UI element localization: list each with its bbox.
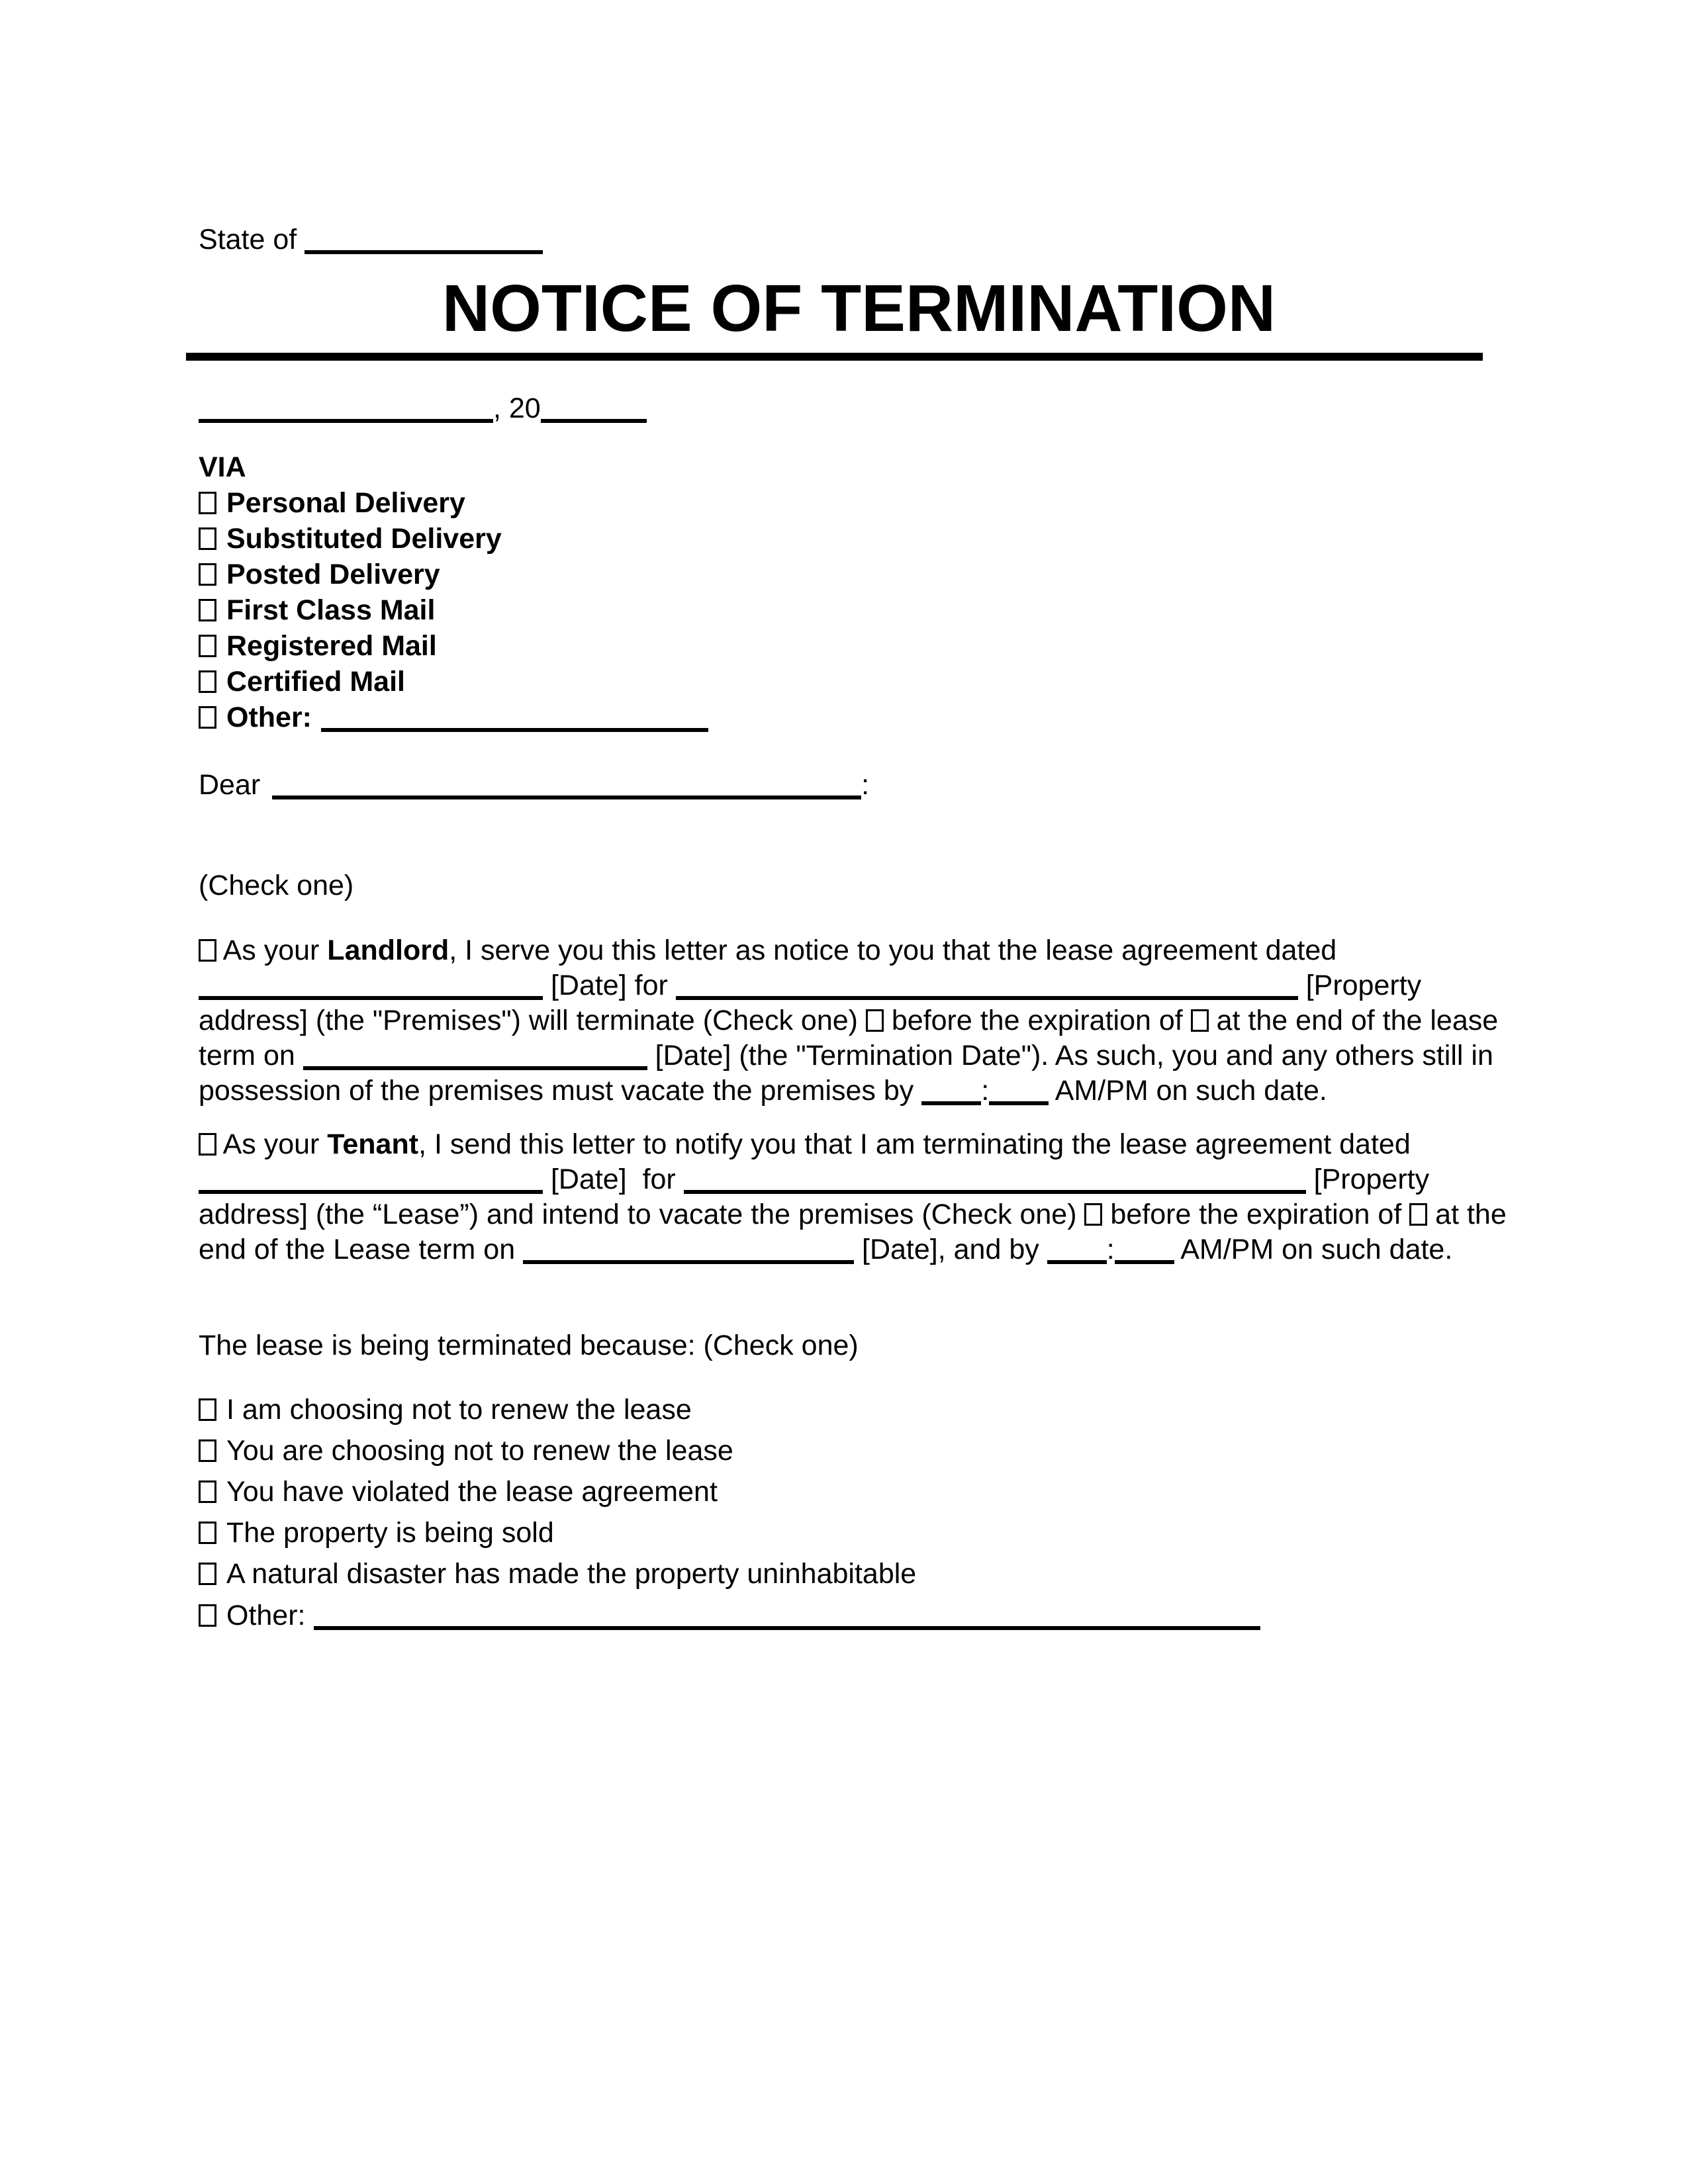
via-options-list	[199, 485, 1519, 700]
checkbox-icon[interactable]	[199, 706, 216, 729]
checkbox-option-label: I am choosing not to renew the lease	[226, 1394, 692, 1426]
text-run: AM/PM on such date.	[1174, 1234, 1453, 1265]
checkbox-option-label: First Class Mail	[226, 594, 436, 626]
text-run: address] (the “Lease”) and intend to vacate the premises (Check one)	[199, 1199, 1085, 1230]
text-run: before the expiration of	[883, 1005, 1191, 1036]
year-blank-field[interactable]	[541, 411, 647, 423]
blank-field[interactable]	[921, 1093, 981, 1105]
checkbox-option	[199, 1433, 1519, 1469]
checkbox-option	[199, 1392, 1519, 1428]
checkbox-option-label: Personal Delivery	[226, 487, 465, 519]
date-line	[199, 391, 1519, 426]
state-label: State of	[199, 224, 297, 255]
checkbox-option-label: Substituted Delivery	[226, 523, 502, 555]
checkbox-icon[interactable]	[1084, 1203, 1102, 1226]
state-line	[199, 222, 1519, 257]
via-label: VIA	[199, 451, 246, 483]
checkbox-option	[199, 557, 1519, 592]
checkbox-icon[interactable]	[199, 492, 216, 514]
tenant-clause	[199, 1127, 1519, 1267]
blank-field[interactable]	[1115, 1252, 1174, 1264]
salutation-label: Dear	[199, 769, 261, 801]
checkbox-option-label: Other:	[226, 1600, 306, 1631]
checkbox-option	[199, 592, 1519, 628]
text-run: [Property	[1297, 970, 1422, 1001]
checkbox-option	[199, 521, 1519, 557]
via-option-other	[199, 700, 1519, 735]
checkbox-option	[199, 485, 1519, 521]
checkbox-icon[interactable]	[199, 527, 216, 550]
bold-text: Tenant	[327, 1128, 419, 1160]
text-run: , I serve you this letter as notice to you that the lease agreement dated	[449, 934, 1337, 966]
checkbox-option	[199, 1475, 1519, 1510]
text-run: :	[981, 1075, 990, 1107]
text-run: As your	[216, 934, 328, 966]
text-run: at the	[1427, 1199, 1507, 1230]
blank-field[interactable]	[989, 1093, 1049, 1105]
checkbox-icon[interactable]	[199, 1398, 216, 1421]
termination-reason-intro: The lease is being terminated because: (Check one)	[199, 1330, 859, 1361]
blank-field[interactable]	[523, 1252, 854, 1264]
checkbox-icon[interactable]	[1191, 1009, 1209, 1032]
check-one-label: (Check one)	[199, 870, 354, 901]
state-blank-field[interactable]	[305, 242, 543, 254]
checkbox-option-label: You are choosing not to renew the lease	[226, 1435, 733, 1467]
checkbox-icon[interactable]	[199, 563, 216, 586]
checkbox-icon[interactable]	[199, 1133, 216, 1156]
blank-field[interactable]	[684, 1182, 1306, 1194]
salutation-line	[199, 768, 1519, 803]
title-rule	[186, 353, 1483, 361]
reason-other-blank-field[interactable]	[314, 1618, 1260, 1630]
checkbox-icon[interactable]	[199, 1522, 216, 1544]
text-run: at the end of the lease	[1208, 1005, 1499, 1036]
date-suffix: , 20	[493, 392, 541, 424]
via-other-blank-field[interactable]	[321, 720, 708, 732]
text-run: before the expiration of	[1102, 1199, 1410, 1230]
checkbox-icon[interactable]	[199, 1604, 216, 1627]
text-run: address] (the "Premises") will terminate (Check one)	[199, 1005, 866, 1036]
text-run: term on	[199, 1040, 303, 1071]
via-section	[199, 450, 1519, 735]
blank-field[interactable]	[199, 1182, 543, 1194]
text-run: AM/PM on such date.	[1049, 1075, 1327, 1107]
checkbox-option-label: Registered Mail	[226, 630, 437, 662]
checkbox-option	[199, 1516, 1519, 1551]
checkbox-icon[interactable]	[199, 1563, 216, 1585]
text-run: [Date], and by	[854, 1234, 1047, 1265]
checkbox-icon[interactable]	[199, 1439, 216, 1462]
blank-field[interactable]	[1047, 1252, 1107, 1264]
text-run: , I send this letter to notify you that I am terminating the lease agreement dated	[418, 1128, 1411, 1160]
text-run: [Property	[1305, 1163, 1430, 1195]
termination-reason-list	[199, 1392, 1519, 1592]
checkbox-option-label: Posted Delivery	[226, 559, 440, 590]
blank-field[interactable]	[303, 1058, 647, 1070]
text-run: [Date] (the "Termination Date"). As such, you and any others still in	[647, 1040, 1493, 1071]
text-run: possession of the premises must vacate the premises by	[199, 1075, 922, 1107]
date-blank-field[interactable]	[199, 411, 493, 423]
checkbox-option-label: Certified Mail	[226, 666, 405, 698]
salutation-colon: :	[861, 769, 870, 801]
checkbox-icon[interactable]	[199, 670, 216, 693]
checkbox-icon[interactable]	[199, 1480, 216, 1503]
text-run: end of the Lease term on	[199, 1234, 524, 1265]
checkbox-option-label: Other:	[226, 702, 312, 733]
checkbox-option-label: A natural disaster has made the property uninhabitable	[226, 1558, 917, 1590]
reason-option-other	[199, 1598, 1519, 1633]
checkbox-option	[199, 628, 1519, 664]
page-title: NOTICE OF TERMINATION	[442, 271, 1276, 345]
salutation-blank-field[interactable]	[272, 788, 861, 799]
text-run: [Date] for	[543, 970, 676, 1001]
checkbox-option	[199, 1557, 1519, 1592]
text-run: :	[1106, 1234, 1115, 1265]
checkbox-icon[interactable]	[199, 939, 216, 962]
text-run: As your	[216, 1128, 328, 1160]
checkbox-option-label: The property is being sold	[226, 1517, 554, 1549]
bold-text: Landlord	[327, 934, 449, 966]
checkbox-icon[interactable]	[199, 635, 216, 657]
checkbox-icon[interactable]	[199, 599, 216, 621]
checkbox-icon[interactable]	[866, 1009, 884, 1032]
text-run: [Date] for	[543, 1163, 684, 1195]
checkbox-option-label: You have violated the lease agreement	[226, 1476, 718, 1508]
landlord-clause	[199, 933, 1519, 1109]
checkbox-icon[interactable]	[1409, 1203, 1427, 1226]
checkbox-option	[199, 664, 1519, 700]
blank-field[interactable]	[199, 988, 543, 1000]
blank-field[interactable]	[676, 988, 1298, 1000]
